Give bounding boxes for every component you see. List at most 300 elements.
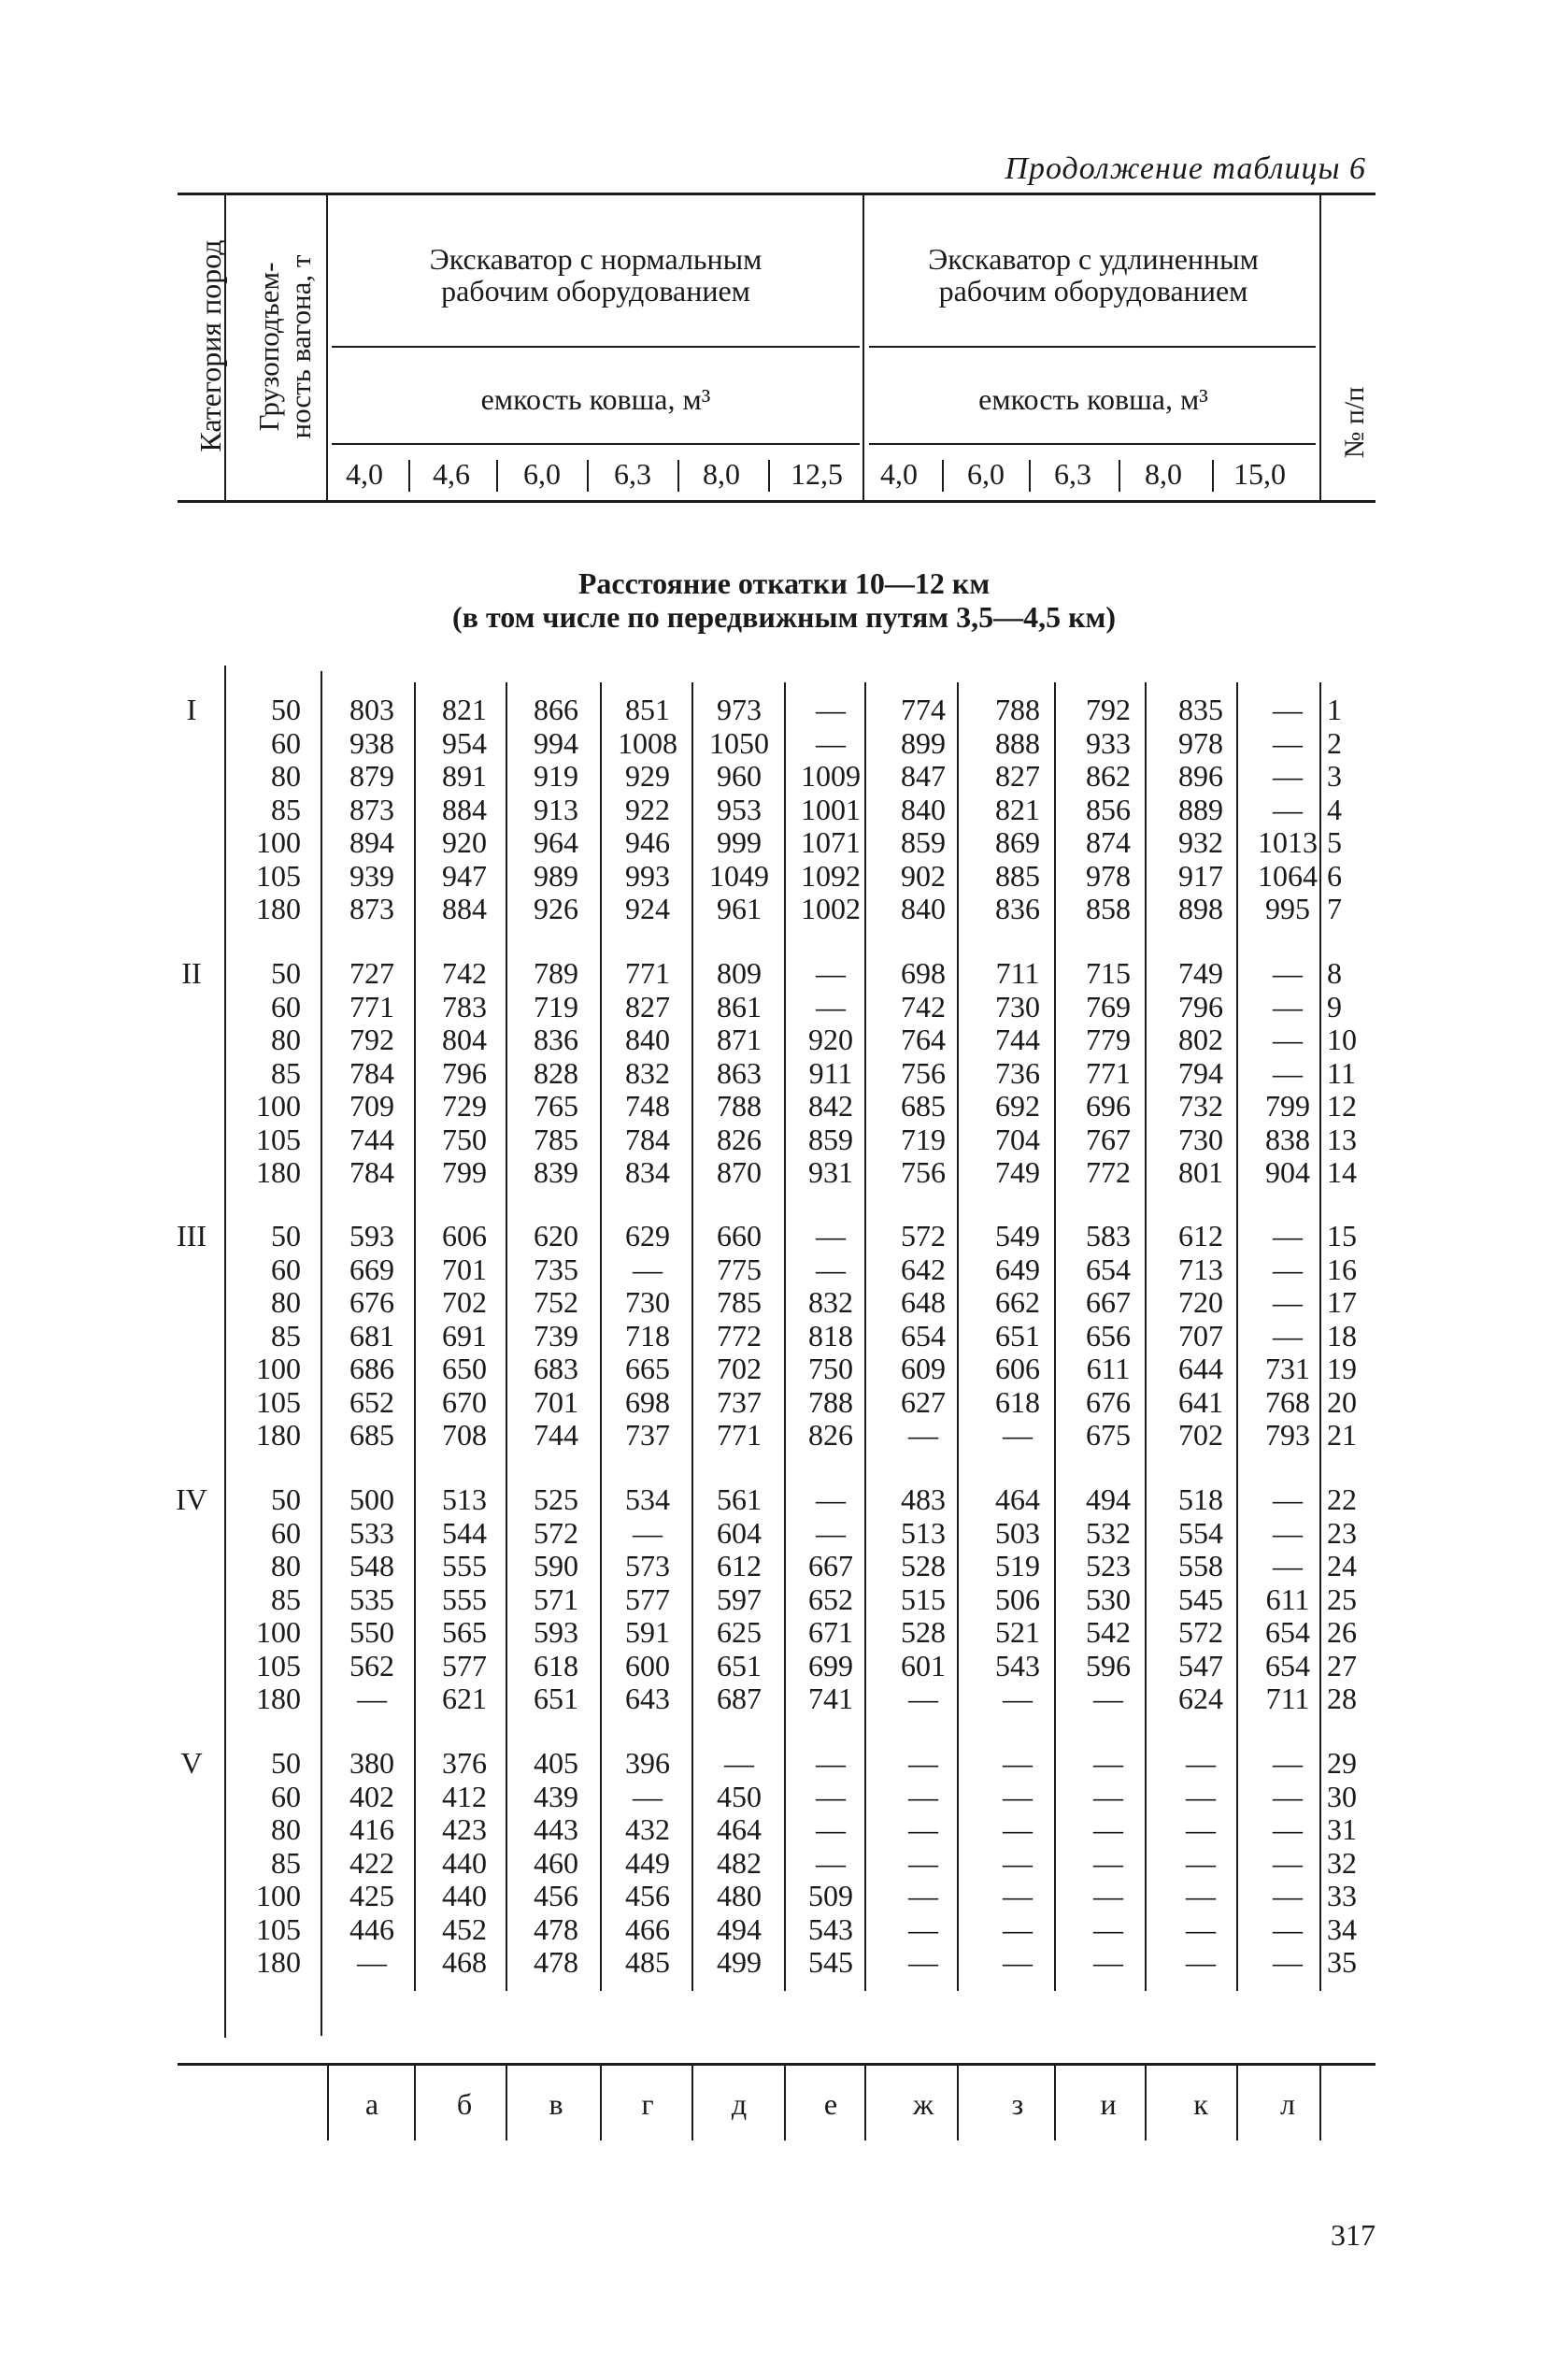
data-cell: 509 [808,1879,853,1912]
data-cell: 835 [1178,693,1223,726]
data-cell: 836 [534,1023,578,1056]
wagon-capacity-value: 105 [256,1385,301,1419]
volume-separator [677,460,679,492]
data-cell: 1001 [801,793,861,826]
data-cell: 656 [1086,1319,1131,1353]
data-cell: 995 [1265,892,1310,925]
data-cell: — [1093,1912,1123,1946]
data-cell: 596 [1086,1649,1131,1682]
data-cell: 707 [1178,1319,1223,1353]
header-bottom-rule [178,500,1376,503]
data-cell: 402 [349,1780,394,1813]
data-cell: 652 [808,1582,853,1616]
header-divider-v3 [862,194,864,500]
data-cell: 708 [442,1418,487,1452]
table-continuation-caption: Продолжение таблицы 6 [1005,151,1366,186]
column-letter: д [731,2087,748,2121]
data-cell: — [1186,1846,1216,1880]
data-cell: — [816,1846,846,1880]
data-cell: — [1186,1945,1216,1979]
data-cell: 662 [995,1285,1040,1319]
data-cell: 1092 [801,859,861,893]
data-cell: 715 [1086,956,1131,990]
data-cell: 772 [717,1319,762,1353]
data-cell: 922 [625,793,670,826]
data-cell: — [1273,1912,1303,1946]
header-divider-v4 [1319,194,1321,500]
footer-rule [178,2063,1376,2066]
data-cell: 736 [995,1056,1040,1090]
row-number: 18 [1327,1319,1357,1353]
wagon-capacity-heading-line1: Грузоподъем- [252,262,285,432]
data-cell: 704 [995,1123,1040,1156]
data-cell: 920 [442,825,487,859]
data-cell: 851 [625,693,670,726]
data-cell: 792 [349,1023,394,1056]
column-letter: и [1100,2087,1117,2121]
data-cell: 525 [534,1482,578,1516]
data-cell: 513 [901,1516,946,1550]
data-cell: 834 [625,1155,670,1189]
row-number: 35 [1327,1945,1357,1979]
data-cell: 449 [625,1846,670,1880]
data-cell: 612 [717,1549,762,1582]
data-cell: 896 [1178,759,1223,793]
data-cell: 702 [1178,1418,1223,1452]
data-cell: 665 [625,1352,670,1385]
group2-subrule-b [869,443,1316,445]
wagon-capacity-value: 50 [271,1219,301,1253]
data-cell: 572 [534,1516,578,1550]
data-cell: 1049 [709,859,769,893]
data-cell: 793 [1265,1418,1310,1452]
rock-category-label: I [186,693,197,726]
data-cell: — [1003,1879,1033,1912]
volume-separator [768,460,770,492]
column-letter: а [364,2087,379,2121]
data-cell: — [1093,1945,1123,1979]
data-cell: 749 [995,1155,1040,1189]
data-cell: — [633,1253,663,1286]
data-cell: 989 [534,859,578,893]
footer-column-rule [600,2066,602,2140]
data-cell: 764 [901,1023,946,1056]
data-cell: — [1273,1780,1303,1813]
footer-column-rule [691,2066,693,2140]
wagon-capacity-value: 100 [256,1615,301,1649]
data-cell: 961 [717,892,762,925]
data-cell: 748 [625,1089,670,1123]
data-cell: 683 [534,1352,578,1385]
data-cell: 732 [1178,1089,1223,1123]
data-cell: — [1273,1482,1303,1516]
data-cell: 904 [1265,1155,1310,1189]
wagon-capacity-value: 180 [256,1945,301,1979]
data-cell: 924 [625,892,670,925]
data-cell: 859 [901,825,946,859]
data-cell: 667 [808,1549,853,1582]
group1-subrule-a [332,346,860,348]
data-cell: 485 [625,1945,670,1979]
data-cell: 676 [349,1285,394,1319]
bucket-volume-group1: 8,0 [703,457,740,491]
data-cell: 756 [901,1155,946,1189]
wagon-capacity-value: 85 [271,1846,301,1880]
data-cell: 863 [717,1056,762,1090]
column-letter: е [823,2087,838,2121]
row-number: 25 [1327,1582,1357,1616]
data-cell: 768 [1265,1385,1310,1419]
data-cell: 735 [534,1253,578,1286]
wagon-capacity-value: 85 [271,1056,301,1090]
wagon-capacity-value: 60 [271,1780,301,1813]
body-column-rule [784,682,786,1991]
data-cell: 466 [625,1912,670,1946]
data-cell: 931 [808,1155,853,1189]
data-cell: 744 [995,1023,1040,1056]
data-cell: 425 [349,1879,394,1912]
body-column-rule [600,682,602,1991]
data-cell: 660 [717,1219,762,1253]
footer-column-rule [1145,2066,1147,2140]
data-cell: 911 [808,1056,853,1090]
data-cell: — [1003,1846,1033,1880]
bucket-volume-group2: 8,0 [1145,457,1182,491]
data-cell: 803 [349,693,394,726]
wagon-capacity-value: 60 [271,1253,301,1286]
bucket-volume-group2: 6,0 [967,457,1005,491]
data-cell: 468 [442,1945,487,1979]
wagon-capacity-value: 80 [271,759,301,793]
wagon-capacity-value: 85 [271,1582,301,1616]
data-cell: 889 [1178,793,1223,826]
data-cell: 827 [995,759,1040,793]
wagon-capacity-value: 105 [256,1123,301,1156]
bucket-volume-group1: 12,5 [791,457,843,491]
row-number: 4 [1327,793,1342,826]
data-cell: 456 [534,1879,578,1912]
rock-category-label: V [180,1746,203,1780]
data-cell: — [1273,956,1303,990]
data-cell: 593 [534,1615,578,1649]
data-cell: 604 [717,1516,762,1550]
data-cell: 515 [901,1582,946,1616]
group2-title-line1: Экскаватор с удлиненным [928,242,1259,276]
data-cell: 713 [1178,1253,1223,1286]
data-cell: 583 [1086,1219,1131,1253]
volume-separator [1029,460,1031,492]
data-cell: 802 [1178,1023,1223,1056]
data-cell: 939 [349,859,394,893]
data-cell: 542 [1086,1615,1131,1649]
data-cell: 756 [901,1056,946,1090]
data-cell: 938 [349,726,394,760]
data-cell: 779 [1086,1023,1131,1056]
data-cell: — [1273,990,1303,1024]
data-cell: 590 [534,1549,578,1582]
row-number: 30 [1327,1780,1357,1813]
data-cell: — [1186,1746,1216,1780]
data-cell: — [908,1846,938,1880]
header-divider-v2 [326,194,328,500]
row-number: 2 [1327,726,1342,760]
footer-column-rule [327,2066,329,2140]
data-cell: 654 [1086,1253,1131,1286]
data-cell: 785 [717,1285,762,1319]
data-cell: 698 [901,956,946,990]
data-cell: 737 [717,1385,762,1419]
data-cell: 821 [442,693,487,726]
row-number: 3 [1327,759,1342,793]
data-cell: 692 [995,1089,1040,1123]
data-cell: 483 [901,1482,946,1516]
data-cell: 964 [534,825,578,859]
data-cell: 649 [995,1253,1040,1286]
data-cell: 832 [808,1285,853,1319]
data-cell: 440 [442,1846,487,1880]
data-cell: 999 [717,825,762,859]
group1-title-line1: Экскаватор с нормальным [429,242,763,276]
data-cell: — [1273,1023,1303,1056]
data-cell: 554 [1178,1516,1223,1550]
bucket-volume-group1: 6,0 [523,457,561,491]
data-cell: 561 [717,1482,762,1516]
data-cell: 572 [1178,1615,1223,1649]
data-cell: — [1003,1746,1033,1780]
data-cell: 671 [808,1615,853,1649]
data-cell: 838 [1265,1123,1310,1156]
data-cell: 618 [995,1385,1040,1419]
row-number: 34 [1327,1912,1357,1946]
data-cell: 618 [534,1649,578,1682]
row-number: 26 [1327,1615,1357,1649]
data-cell: 862 [1086,759,1131,793]
data-cell: 744 [349,1123,394,1156]
wagon-capacity-value: 50 [271,956,301,990]
data-cell: 629 [625,1219,670,1253]
row-number: 8 [1327,956,1342,990]
data-cell: 913 [534,793,578,826]
data-cell: 686 [349,1352,394,1385]
data-cell: — [908,1780,938,1813]
data-cell: 685 [901,1089,946,1123]
column-letter: з [1011,2087,1024,2121]
data-cell: — [1273,693,1303,726]
data-cell: 866 [534,693,578,726]
data-cell: — [908,1682,938,1715]
bucket-volume-group1: 4,6 [433,457,470,491]
data-cell: 993 [625,859,670,893]
data-cell: — [1273,1285,1303,1319]
data-cell: 731 [1265,1352,1310,1385]
data-cell: 549 [995,1219,1040,1253]
wagon-capacity-value: 180 [256,1155,301,1189]
data-cell: 573 [625,1549,670,1582]
row-number: 23 [1327,1516,1357,1550]
data-cell: 528 [901,1615,946,1649]
data-cell: 885 [995,859,1040,893]
data-cell: 545 [1178,1582,1223,1616]
data-cell: 555 [442,1582,487,1616]
data-cell: 769 [1086,990,1131,1024]
data-cell: 376 [442,1746,487,1780]
data-cell: — [1093,1746,1123,1780]
data-cell: — [357,1682,387,1715]
data-cell: 600 [625,1649,670,1682]
wagon-capacity-value: 105 [256,859,301,893]
footer-column-rule [414,2066,416,2140]
column-letter: в [549,2087,563,2121]
data-cell: 718 [625,1319,670,1353]
data-cell: 818 [808,1319,853,1353]
data-cell: 648 [901,1285,946,1319]
data-cell: 654 [901,1319,946,1353]
section-title-line1: Расстояние откатки 10—12 км [577,566,991,600]
data-cell: 771 [1086,1056,1131,1090]
wagon-capacity-value: 180 [256,1418,301,1452]
data-cell: — [816,693,846,726]
data-cell: 917 [1178,859,1223,893]
data-cell: 432 [625,1812,670,1846]
data-cell: 650 [442,1352,487,1385]
data-cell: — [816,1482,846,1516]
data-cell: — [1273,1945,1303,1979]
data-cell: 701 [442,1253,487,1286]
data-cell: — [816,1746,846,1780]
data-cell: — [1273,1253,1303,1286]
data-cell: 611 [1265,1582,1310,1616]
data-cell: 1002 [801,892,861,925]
data-cell: 1064 [1258,859,1318,893]
wagon-capacity-value: 100 [256,1352,301,1385]
data-cell: 577 [625,1582,670,1616]
data-cell: 412 [442,1780,487,1813]
data-cell: 519 [995,1549,1040,1582]
wagon-capacity-value: 60 [271,726,301,760]
data-cell: 792 [1086,693,1131,726]
data-cell: 606 [442,1219,487,1253]
data-cell: 699 [808,1649,853,1682]
volume-separator [1212,460,1214,492]
wagon-capacity-value: 60 [271,990,301,1024]
footer-column-rule [1319,2066,1321,2140]
data-cell: 902 [901,859,946,893]
header-top-rule [178,193,1376,195]
data-cell: 739 [534,1319,578,1353]
data-cell: 439 [534,1780,578,1813]
data-cell: 506 [995,1582,1040,1616]
wagon-capacity-value: 180 [256,892,301,925]
data-cell: 933 [1086,726,1131,760]
data-cell: 452 [442,1912,487,1946]
data-cell: — [1093,1780,1123,1813]
row-number: 1 [1327,693,1342,726]
wagon-capacity-value: 180 [256,1682,301,1715]
group1-title-line2: рабочим оборудованием [441,274,750,308]
row-number: 20 [1327,1385,1357,1419]
data-cell: — [1003,1780,1033,1813]
data-cell: — [908,1746,938,1780]
data-cell: 826 [808,1418,853,1452]
data-cell: 562 [349,1649,394,1682]
data-cell: — [908,1912,938,1946]
group2-title-line2: рабочим оборудованием [938,274,1248,308]
data-cell: 687 [717,1682,762,1715]
data-cell: 926 [534,892,578,925]
data-cell: 544 [442,1516,487,1550]
data-cell: 711 [995,956,1040,990]
row-number: 6 [1327,859,1342,893]
wagon-capacity-value: 85 [271,793,301,826]
data-cell: 696 [1086,1089,1131,1123]
data-cell: 597 [717,1582,762,1616]
data-cell: 871 [717,1023,762,1056]
data-cell: — [816,1219,846,1253]
volume-separator [1119,460,1120,492]
volume-separator [587,460,589,492]
rock-category-label: III [177,1219,207,1253]
data-cell: 742 [901,990,946,1024]
data-cell: 1071 [801,825,861,859]
row-number: 16 [1327,1253,1357,1286]
data-cell: 789 [534,956,578,990]
body-column-rule [691,682,693,1991]
data-cell: 612 [1178,1219,1223,1253]
data-cell: 558 [1178,1549,1223,1582]
data-cell: 572 [901,1219,946,1253]
data-cell: 534 [625,1482,670,1516]
data-cell: — [908,1945,938,1979]
footer-column-rule [1054,2066,1056,2140]
data-cell: 577 [442,1649,487,1682]
row-number: 19 [1327,1352,1357,1385]
data-cell: 651 [534,1682,578,1715]
volume-separator [942,460,944,492]
data-cell: 621 [442,1682,487,1715]
data-cell: — [816,726,846,760]
data-cell: 741 [808,1682,853,1715]
data-cell: 953 [717,793,762,826]
data-cell: 894 [349,825,394,859]
data-cell: 730 [995,990,1040,1024]
data-cell: 775 [717,1253,762,1286]
page-number: 317 [1331,2218,1376,2252]
wagon-capacity-value: 50 [271,1746,301,1780]
data-cell: 842 [808,1089,853,1123]
data-cell: 499 [717,1945,762,1979]
data-cell: 669 [349,1253,394,1286]
data-cell: 1008 [618,726,677,760]
data-cell: 744 [534,1418,578,1452]
data-cell: 752 [534,1285,578,1319]
data-cell: 464 [717,1812,762,1846]
data-cell: 840 [901,793,946,826]
data-cell: 654 [1265,1649,1310,1682]
data-cell: 606 [995,1352,1040,1385]
data-cell: 719 [901,1123,946,1156]
row-number: 7 [1327,892,1342,925]
data-cell: 796 [1178,990,1223,1024]
data-cell: 702 [717,1352,762,1385]
data-cell: 873 [349,892,394,925]
data-cell: 627 [901,1385,946,1419]
data-cell: 836 [995,892,1040,925]
data-cell: 783 [442,990,487,1024]
data-cell: 405 [534,1746,578,1780]
data-cell: 676 [1086,1385,1131,1419]
data-cell: 440 [442,1879,487,1912]
data-cell: 1009 [801,759,861,793]
